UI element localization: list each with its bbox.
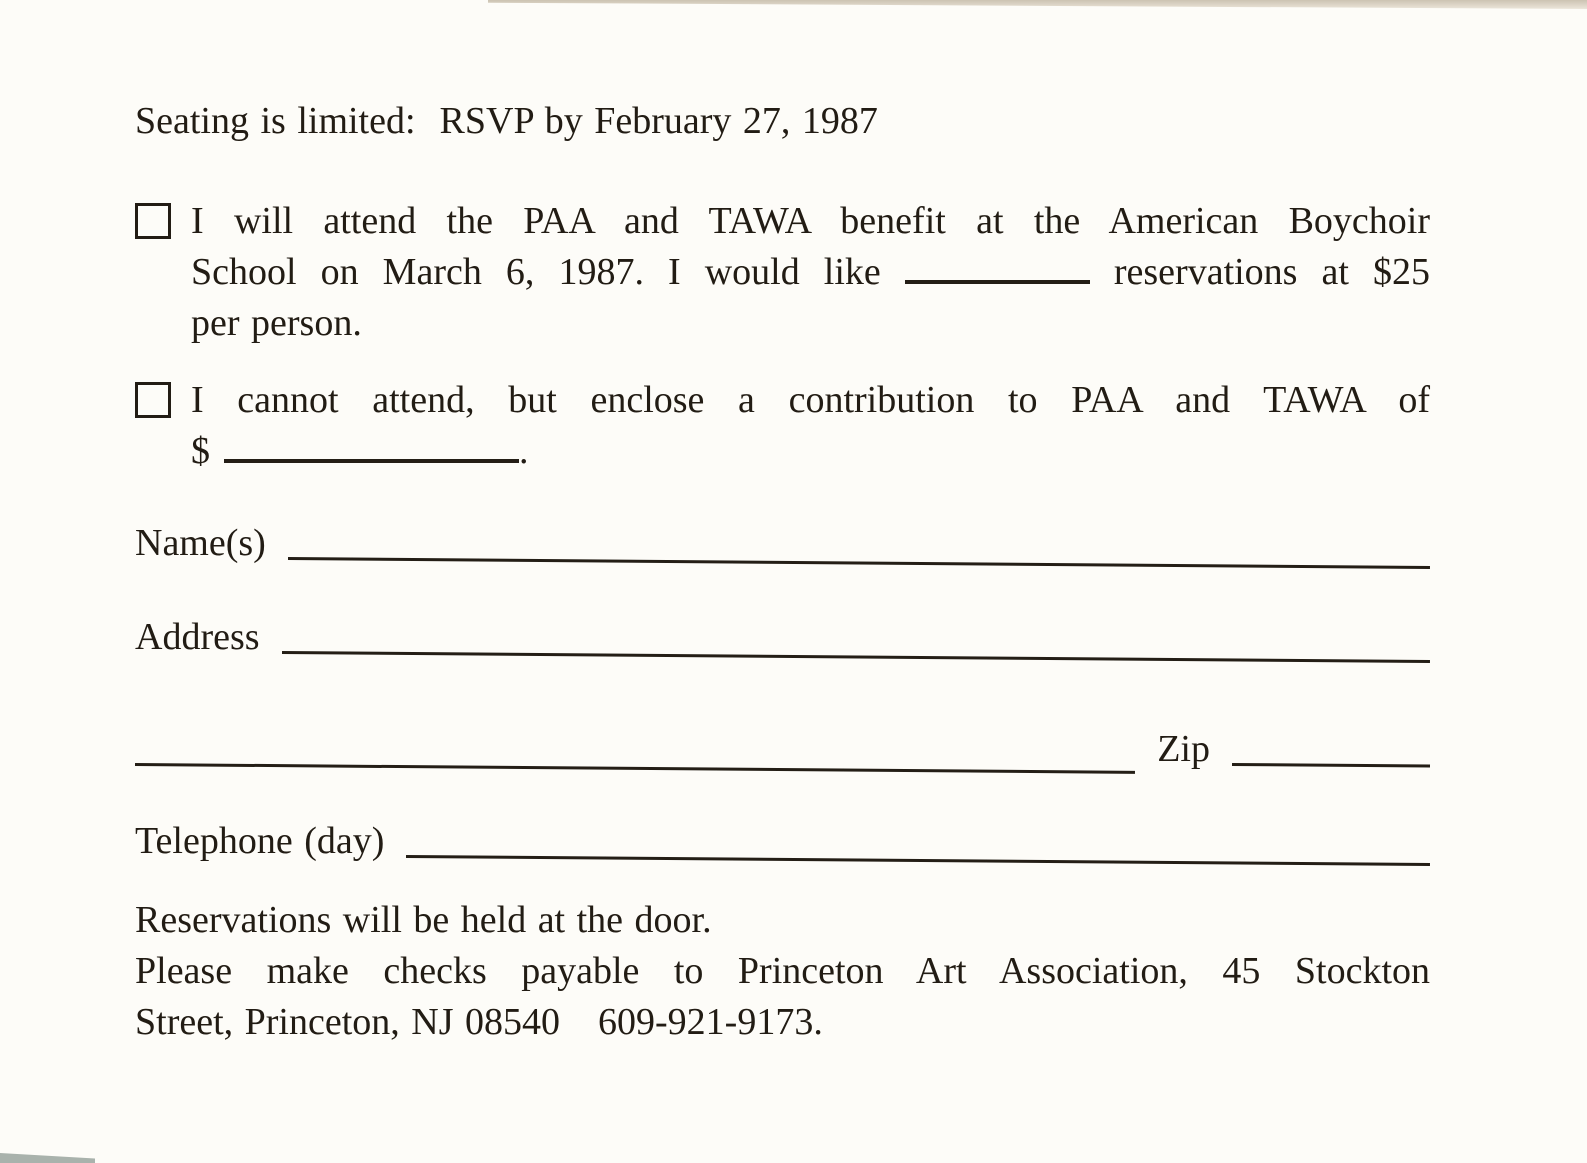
decline-option-text [191, 375, 1430, 477]
address-field-row [135, 613, 1430, 661]
footer-line3 [135, 997, 1430, 1048]
address-input-line[interactable] [282, 651, 1430, 663]
telephone-label: Telephone (day) [135, 820, 385, 862]
attend-line1: I will attend the PAA and TAWA benefit at the American Boychoir [191, 200, 1430, 242]
attend-line2-before: School on March 6, 1987. I would like [191, 251, 881, 293]
rsvp-card [135, 0, 1430, 1048]
footer-line2: Please make checks payable to Princeton Art Association, 45 Stockton [135, 950, 1430, 992]
attend-line3: per person. [191, 302, 362, 344]
contribution-amount-blank[interactable] [224, 427, 519, 463]
attend-line2 [191, 247, 1430, 298]
header-seating-text: Seating is limited: [135, 100, 416, 142]
footer-line1: Reservations will be held at the door. [135, 899, 712, 941]
decline-option [135, 375, 1430, 477]
attend-option [135, 196, 1430, 349]
header-rsvp-text: RSVP by February 27, 1987 [439, 100, 878, 142]
decline-amount-line [191, 426, 1430, 477]
attend-line2-after: reservations at $25 [1113, 251, 1431, 293]
zip-field-row [135, 725, 1430, 773]
reservations-count-blank[interactable] [905, 248, 1090, 284]
address-label: Address [135, 616, 260, 658]
footer [135, 895, 1430, 1048]
telephone-field-row [135, 817, 1430, 865]
decline-line1: I cannot attend, but enclose a contribution to PAA and TAWA of [191, 379, 1430, 421]
dollar-sign: $ [191, 430, 210, 472]
attend-option-text [191, 196, 1430, 349]
header-line [135, 98, 1430, 144]
attend-checkbox[interactable] [135, 203, 171, 239]
decline-checkbox[interactable] [135, 382, 171, 418]
telephone-input-line[interactable] [406, 855, 1430, 866]
address-line2-input-line[interactable] [135, 763, 1135, 774]
zip-input-line[interactable] [1232, 763, 1430, 768]
footer-phone-number: 609-921-9173. [598, 1001, 823, 1043]
decline-amount-period: . [519, 430, 529, 472]
footer-street-text: Street, Princeton, NJ 08540 [135, 1001, 561, 1043]
names-label: Name(s) [135, 522, 266, 564]
names-field-row [135, 519, 1430, 567]
names-input-line[interactable] [288, 557, 1430, 569]
scan-edge-bottom [0, 1153, 95, 1163]
zip-label: Zip [1157, 728, 1210, 770]
